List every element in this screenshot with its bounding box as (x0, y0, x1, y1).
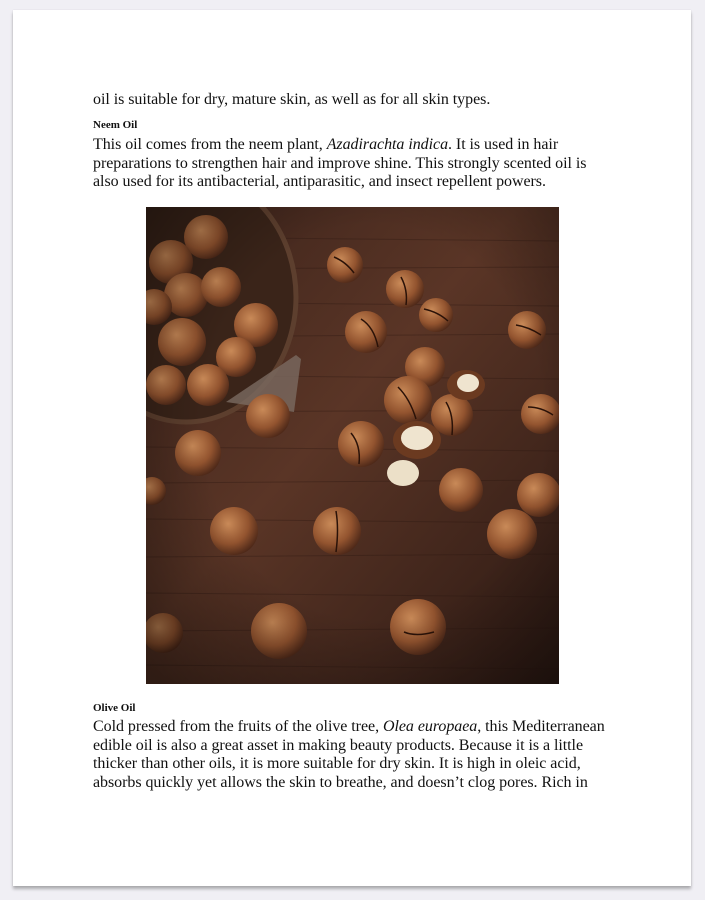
paragraph-line: also used for its antibacterial, antiparasitic, and insect repellent powers. (93, 173, 546, 191)
paragraph-line (93, 136, 633, 155)
scientific-name: Olea europaea (382, 718, 478, 735)
paragraph-line: thicker than other oils, it is more suitable for dry skin. It is high in oleic acid, (93, 755, 581, 773)
text-run: . It is used in hair (448, 136, 559, 153)
olive-oil-paragraph (93, 718, 633, 792)
text-run: Cold pressed from the fruits of the olive tree, (93, 718, 383, 735)
document-page (13, 10, 691, 886)
paragraph-line (93, 718, 633, 737)
photo-illustration (146, 207, 559, 684)
neem-oil-paragraph (93, 136, 633, 192)
macadamia-nuts-photo (146, 207, 559, 684)
text-run: , this Mediterranean (477, 718, 605, 735)
continuation-paragraph: oil is suitable for dry, mature skin, as well as for all skin types. (93, 91, 491, 108)
section-heading-olive-oil: Olive Oil (93, 702, 136, 714)
text-run: This oil comes from the neem plant, (93, 136, 327, 153)
paragraph-line: edible oil is also a great asset in making beauty products. Because it is a little (93, 736, 583, 754)
paragraph-line: preparations to strengthen hair and improve shine. This strongly scented oil is (93, 154, 587, 172)
section-heading-neem-oil: Neem Oil (93, 119, 138, 131)
paragraph-line: absorbs quickly yet allows the skin to breathe, and doesn’t clog pores. Rich in (93, 773, 588, 791)
scientific-name: Azadirachta indica (326, 136, 449, 153)
